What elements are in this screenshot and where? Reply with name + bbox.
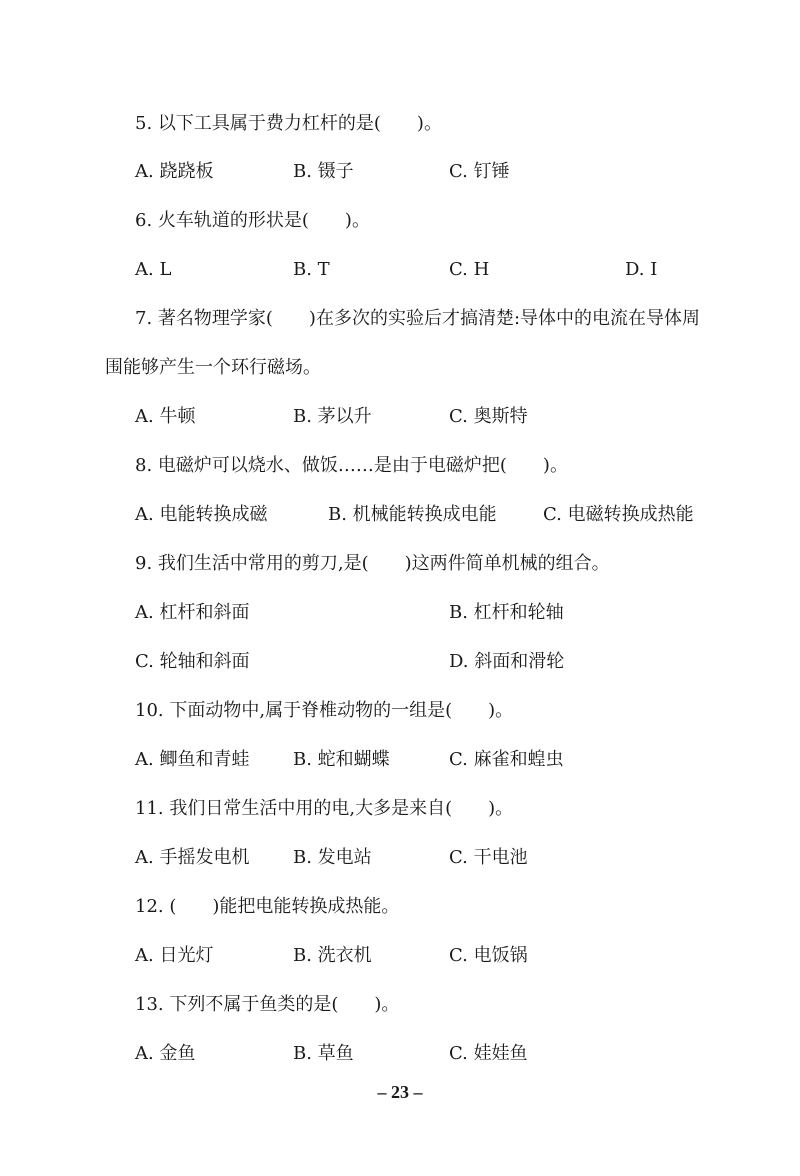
option-b: B. 茅以升 [293,406,372,427]
question-11-stem: 11. 我们日常生活中用的电,大多是来自( )。 [135,798,514,819]
option-c: C. 钉锤 [449,161,510,182]
question-7-stem-continued: 围能够产生一个环行磁场。 [105,357,321,378]
option-d: D. 斜面和滑轮 [449,651,565,672]
question-8-stem: 8. 电磁炉可以烧水、做饭……是由于电磁炉把( )。 [135,455,568,476]
page-number: – 23 – [377,1082,423,1102]
option-b: B. 机械能转换成电能 [328,504,497,525]
option-a: A. 金鱼 [135,1043,196,1064]
question-12-stem: 12. ( )能把电能转换成热能。 [135,896,400,917]
option-c: C. H [449,259,490,280]
option-a: A. 手摇发电机 [135,847,250,868]
option-c: C. 电饭锅 [449,945,528,966]
question-9-stem: 9. 我们生活中常用的剪刀,是( )这两件简单机械的组合。 [135,553,610,574]
option-c: C. 奥斯特 [449,406,528,427]
question-10-stem: 10. 下面动物中,属于脊椎动物的一组是( )。 [135,700,514,721]
question-6-stem: 6. 火车轨道的形状是( )。 [135,210,370,231]
option-b: B. 蛇和蝴蝶 [293,749,390,770]
option-c: C. 轮轴和斜面 [135,651,250,672]
question-7-stem: 7. 著名物理学家( )在多次的实验后才搞清楚:导体中的电流在导体周 [135,308,701,329]
option-a: A. 跷跷板 [135,161,214,182]
option-c: C. 娃娃鱼 [449,1043,528,1064]
option-c: C. 干电池 [449,847,528,868]
option-a: A. L [135,259,172,280]
option-a: A. 日光灯 [135,945,214,966]
option-b: B. T [293,259,330,280]
option-c: C. 电磁转换成热能 [543,504,694,525]
option-b: B. 镊子 [293,161,354,182]
option-b: B. 草鱼 [293,1043,354,1064]
option-b: B. 洗衣机 [293,945,372,966]
option-a: A. 杠杆和斜面 [135,602,250,623]
option-b: B. 发电站 [293,847,372,868]
option-a: A. 鲫鱼和青蛙 [135,749,250,770]
question-13-stem: 13. 下列不属于鱼类的是( )。 [135,994,400,1015]
option-d: D. I [625,259,658,280]
question-5-stem: 5. 以下工具属于费力杠杆的是( )。 [135,113,442,134]
option-a: A. 牛顿 [135,406,196,427]
option-b: B. 杠杆和轮轴 [449,602,564,623]
option-c: C. 麻雀和蝗虫 [449,749,564,770]
option-a: A. 电能转换成磁 [135,504,268,525]
